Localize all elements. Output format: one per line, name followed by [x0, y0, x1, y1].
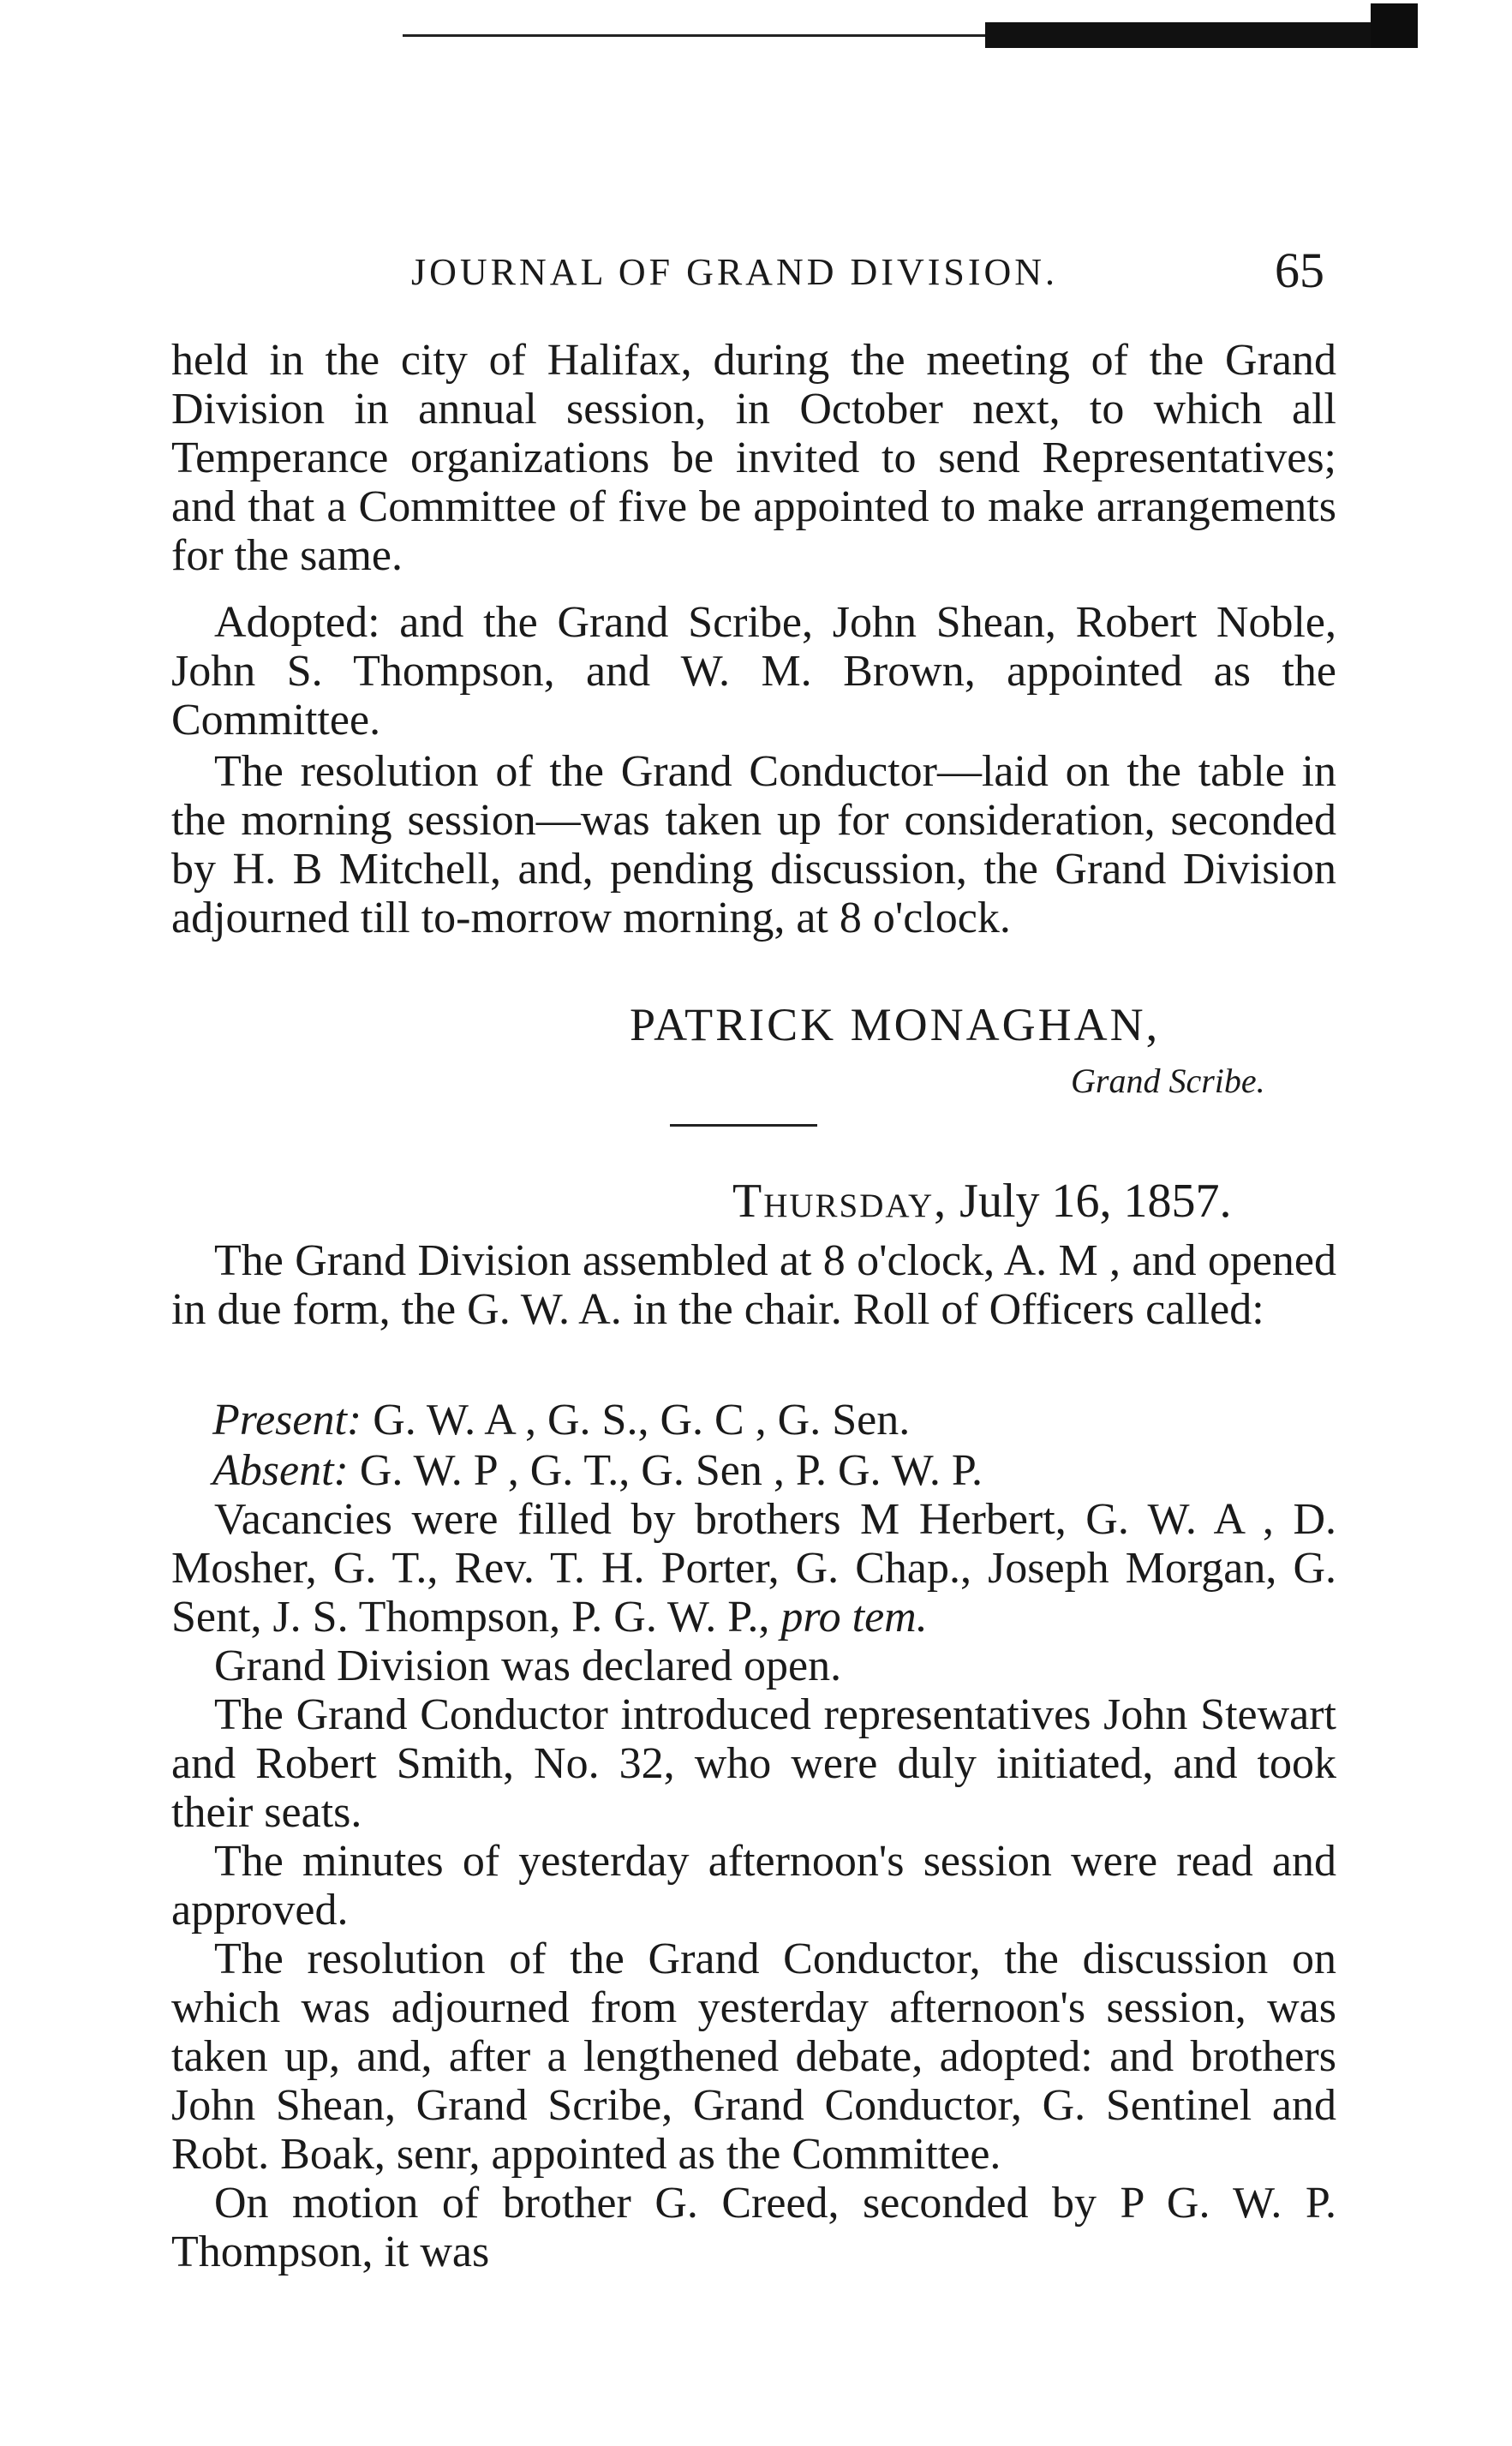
- signature-title: Grand Scribe.: [1071, 1062, 1265, 1100]
- paragraph-continuation: held in the city of Halifax, during the meeting of the Grand Division in annual session, in October next, to which all Temperance organizations be invited to send Representatives; and that a Committee of five be appointed to make arrangements for the same.: [171, 336, 1336, 580]
- vacancies-text: Vacancies were filled by brothers M Herbert, G. W. A , D. Mosher, G. T., Rev. T. H. Porter, G. Chap., Joseph Morgan, G. Sent, J. S. Thompson, P. G. W. P.,: [171, 1495, 1336, 1642]
- paragraph-resolution: The resolution of the Grand Conductor—laid on the table in the morning session—was taken up for consideration, seconded by H. B Mitchell, and, pending discussion, the Grand Division adjourned till to-morrow morning, at 8 o'clock.: [171, 747, 1336, 942]
- top-rule-heavy: [985, 5, 1413, 48]
- text-block-opening: [171, 1236, 1336, 1334]
- text-block-proceedings: [171, 1495, 1336, 2276]
- dateline: [732, 1174, 1232, 1229]
- dateline-day: Thursday,: [732, 1175, 948, 1228]
- roll-present: [212, 1396, 910, 1444]
- roll-absent: [212, 1446, 983, 1495]
- paragraph-minutes: The minutes of yesterday afternoon's session were read and approved.: [171, 1837, 1336, 1935]
- paragraph-motion: On motion of brother G. Creed, seconded by P G. W. P. Thompson, it was: [171, 2179, 1336, 2276]
- section-divider: [670, 1124, 817, 1127]
- roll-absent-value: G. W. P , G. T., G. Sen , P. G. W. P.: [359, 1446, 983, 1495]
- running-head: JOURNAL OF GRAND DIVISION.: [411, 251, 1059, 293]
- roll-present-label: Present:: [212, 1396, 362, 1444]
- dateline-date: July 16, 1857.: [959, 1175, 1232, 1228]
- paragraph-declared: Grand Division was declared open.: [214, 1642, 842, 1690]
- paragraph-vacancies: [171, 1495, 1336, 1642]
- paragraph-introduced: The Grand Conductor introduced representatives John Stewart and Robert Smith, No. 32, who were duly initiated, and took their seats.: [171, 1690, 1336, 1837]
- page-number: 65: [1275, 242, 1324, 298]
- roll-present-value: G. W. A , G. S., G. C , G. Sen.: [373, 1396, 911, 1444]
- top-rule-heavy-end: [1371, 3, 1418, 48]
- text-block-resolution: [171, 747, 1336, 942]
- paragraph-opening: The Grand Division assembled at 8 o'clock, A. M , and opened in due form, the G. W. A. in the chair. Roll of Officers called:: [171, 1236, 1336, 1334]
- vacancies-pro-tem: pro tem.: [780, 1593, 928, 1642]
- text-block-continuation: [171, 336, 1336, 580]
- roll-absent-label: Absent:: [212, 1446, 349, 1495]
- signature-name: PATRICK MONAGHAN,: [630, 999, 1161, 1050]
- paragraph-resolution-adopted: The resolution of the Grand Conductor, the discussion on which was adjourned from yesterday afternoon's session, was taken up, and, after a lengthened debate, adopted: and brothers John Shean, Grand Scribe, Grand Conductor, G. Sentinel and Robt. Boak, senr, appointed as the Committee.: [171, 1935, 1336, 2179]
- paragraph-adopted: Adopted: and the Grand Scribe, John Shean, Robert Noble, John S. Thompson, and W. M. Brown, appointed as the Committee.: [171, 598, 1336, 745]
- text-block-adopted: [171, 598, 1336, 745]
